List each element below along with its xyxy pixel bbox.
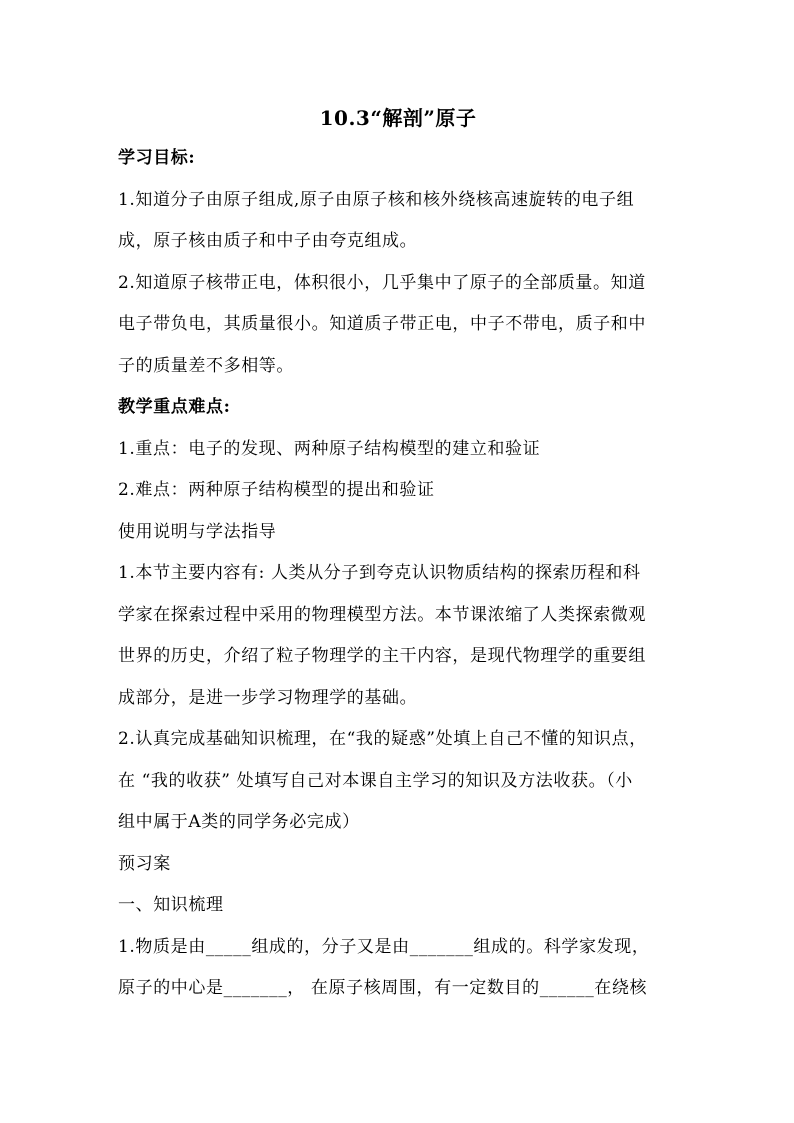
text-line: 2.认真完成基础知识梳理，在“我的疑惑”处填上自己不懂的知识点， <box>118 729 647 749</box>
section-heading: 教学重点难点: <box>118 397 231 417</box>
text-line: 组中属于A类的同学务必完成） <box>118 812 360 832</box>
text-line: 成，原子核由质子和中子由夸克组成。 <box>118 231 418 251</box>
text-line: 1.本节主要内容有: 人类从分子到夸克认识物质结构的探索历程和科 <box>118 563 641 583</box>
text-line: 在 “我的收获” 处填写自己对本课自主学习的知识及方法收获。（小 <box>118 770 633 791</box>
text-line: 子的质量差不多相等。 <box>118 355 294 376</box>
text-line: 学家在探索过程中采用的物理模型方法。本节课浓缩了人类探索微观 <box>118 604 646 625</box>
text-line: 1.知道分子由原子组成,原子由原子核和核外绕核高速旋转的电子组 <box>118 189 635 210</box>
document-title: 10.3“解剖”原子 <box>319 106 477 130</box>
text-line: 使用说明与学法指导 <box>118 521 277 542</box>
text-line: 成部分，是进一步学习物理学的基础。 <box>118 687 418 708</box>
text-line: 1.物质是由_____组成的，分子又是由_______组成的。科学家发现， <box>118 936 650 957</box>
text-line: 电子带负电，其质量很小。知道质子带正电，中子不带电，质子和中 <box>118 314 646 334</box>
section-heading: 学习目标: <box>118 148 196 168</box>
text-line: 原子的中心是_______， 在原子核周围，有一定数目的______在绕核 <box>118 978 648 998</box>
document-content <box>118 98 678 1010</box>
text-line: 1.重点：电子的发现、两种原子结构模型的建立和验证 <box>118 438 541 459</box>
document-body <box>118 138 678 1010</box>
text-line: 一、知识梳理 <box>118 895 224 915</box>
text-line: 2.难点：两种原子结构模型的提出和验证 <box>118 480 435 500</box>
text-line: 预习案 <box>118 853 171 874</box>
text-line: 世界的历史，介绍了粒子物理学的主干内容，是现代物理学的重要组 <box>118 646 646 666</box>
text-line: 2.知道原子核带正电，体积很小，几乎集中了原子的全部质量。知道 <box>118 272 646 293</box>
